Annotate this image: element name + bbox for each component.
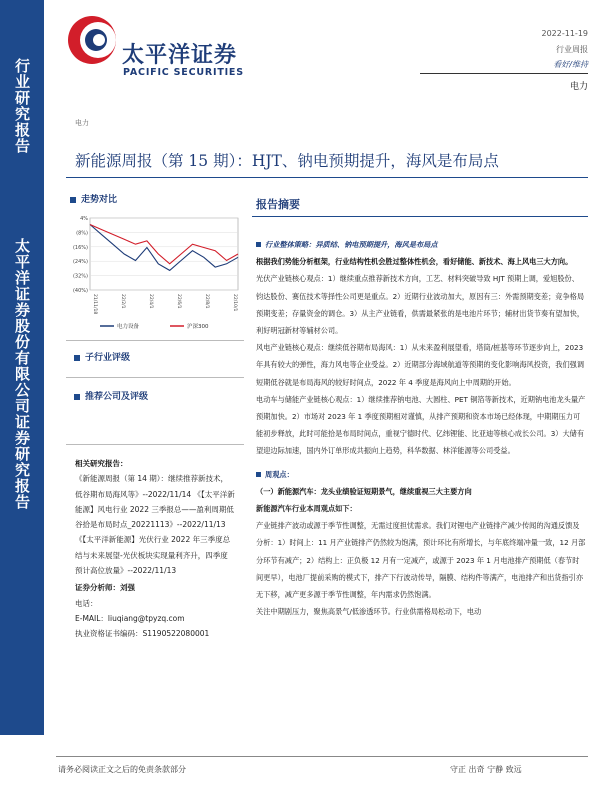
analyst-phone: 电话： bbox=[75, 598, 98, 608]
sidebar-title-company: 太平洋证券股份有限公司证券研究报告 bbox=[13, 238, 31, 510]
pacific-securities-logo bbox=[66, 14, 118, 66]
y-tick-label: (32%) bbox=[72, 273, 88, 280]
x-tick-label: 22/6/1 bbox=[176, 294, 181, 309]
x-tick-label: 21/11/18 bbox=[92, 294, 97, 315]
trend-chart bbox=[66, 208, 244, 334]
ev-paragraph-2: 关注中期剧压力，聚焦高景气/低渗透环节。行业供需格局松动下，电动 bbox=[256, 607, 482, 617]
report-date: 2022-11-19 bbox=[541, 29, 588, 38]
analyst-email: E-MAIL：liuqiang@tpyzq.com bbox=[75, 613, 185, 623]
recommend-title: 推荐公司及评级 bbox=[74, 389, 148, 402]
rating-badge: 看好/维持 bbox=[553, 60, 588, 69]
footer-disclaimer: 请务必阅读正文之后的免责条款部分 bbox=[58, 765, 186, 774]
ev-intro: 新能源汽车行业本周观点如下： bbox=[256, 504, 357, 514]
sidebar-title-industry: 行业研究报告 bbox=[13, 58, 31, 154]
ev-paragraph-1: 产业链排产波动或源于季节性调整，无需过度担忧需求。我们对锂电产业链排产减少传闻的沟通反馈及分析：1）时间上：11 月产业链排产仍然较为饱满，预计环比有所增长，与年底终端冲量一致，12 月部分环节有减产；2）结构上：正负极 12 月有一定减产，或源于 2023 年 1 月电池排产预期低（春节时间更早），电池厂提前采购的模式下，排产下行波动传导，隔膜、结构件等满产，电池排产和出货指引亦无下移，减产更多源于季节性调整，年内需求仍然饱满。 bbox=[256, 521, 586, 600]
ev-subheading: （一）新能源汽车：龙头业绩验证短期景气，继续重视三大主要方向 bbox=[256, 486, 472, 496]
y-tick-label: (16%) bbox=[72, 244, 88, 251]
analyst-license: 执业资格证书编码：S1190522080001 bbox=[75, 629, 210, 639]
logo-english-name: PACIFIC SECURITIES bbox=[123, 67, 244, 78]
sub-rating-title: 子行业评级 bbox=[74, 350, 130, 363]
x-tick-label: 22/4/1 bbox=[148, 294, 153, 309]
weekly-view-heading: 周观点： bbox=[256, 466, 586, 483]
y-tick-label: (8%) bbox=[76, 230, 88, 237]
trend-section-title: 走势对比 bbox=[70, 192, 117, 205]
y-tick-label: 4% bbox=[80, 216, 88, 222]
related-reports-title: 相关研究报告： bbox=[75, 459, 128, 468]
strategy-text: 根据我们势能分析框架，行业结构性机会胜过整体性机会，看好储能、新技术、海上风电三大方向。 bbox=[256, 257, 573, 267]
y-tick-label: (40%) bbox=[72, 288, 88, 294]
y-tick-label: (24%) bbox=[72, 259, 88, 266]
related-reports-list: 《新能源周报（第 14 期）：继续推荐新技术，低谷期布局海风等》--2022/11/14 《【太平洋新能源】风电行业 2022 三季报总——盈利周期低谷拾是布局时点_20221113》--2022/11/13 《【太平洋新能源】光伏行业 2022 年三季度总结与未来展望-光伏板块实现量利齐升，四季度预计高位放量》--2022/11/13 bbox=[75, 474, 235, 576]
legend-label: 沪深300 bbox=[187, 324, 209, 330]
summary-title: 报告摘要 bbox=[256, 198, 300, 211]
industry-label: 电力 bbox=[569, 82, 588, 92]
series-line bbox=[90, 225, 238, 271]
x-tick-label: 22/8/1 bbox=[204, 294, 209, 309]
report-type: 行业周报 bbox=[556, 45, 588, 54]
x-tick-label: 22/2/1 bbox=[120, 294, 125, 309]
chart-frame bbox=[90, 218, 238, 290]
wind-view: 风电产业链核心观点：继续低谷期布局海风：1）从未来盈利展望看，塔筒/桩基等环节逐步向上，2023 年具有较大的弹性，海力风电等企业受益。2）近期部分海域航道等预期的变化影响海风投资，我们强调短期低谷就是布局海风的较好时间点，2022 年 4 季度是海风向上中周期的开始。 bbox=[256, 343, 585, 387]
category-label: 电力 bbox=[75, 119, 89, 127]
summary-body bbox=[256, 236, 586, 620]
x-tick-label: 22/10/1 bbox=[232, 294, 237, 312]
legend-label: 电力设备 bbox=[117, 324, 140, 330]
page-title: 新能源周报（第 15 期）：HJT、钠电预期提升，海风是布局点 bbox=[75, 152, 499, 170]
analyst-name: 证券分析师：刘强 bbox=[75, 583, 135, 593]
pv-view: 光伏产业链核心观点：1）继续重点推荐新技术方向，工艺、材料突破导致 HJT 预期上调，爱旭股份、钧达股份、赛伍技术等择性公司更是重点。2）近期行业波动加大，原因有三：外需预期变差；竞争格局预期变差；存量资金的调仓。3）从主产业链看，供需最紧张的是电池片环节；辅材出货节奏有望加快，利好明冠新材等辅材公司。 bbox=[256, 274, 585, 336]
footer-motto: 守正 出奇 宁静 致远 bbox=[450, 765, 522, 774]
logo-chinese-name: 太平洋证券 bbox=[122, 43, 238, 68]
ev-storage-view: 电动车与储能产业链核心观点：1）继续推荐钠电池、大圆柱、PET 铜箔等新技术，近期钠电池龙头量产预期加快。2）市场对 2023 年 1 季度预期相对谨慎，从排产预期和资本市场已经体现，中期期压力可能初步释放，此时可能拾是布局时间点，重视宁德时代、亿纬锂能、比亚迪等核心成长公司。3）大储有望迎边际加速，国内外订单形成共振向上趋势，科华数据、林洋能源等公司受益。 bbox=[256, 394, 586, 456]
strategy-heading: 行业整体策略：异质结、钠电预期提升，海风是布局点 bbox=[256, 236, 586, 253]
